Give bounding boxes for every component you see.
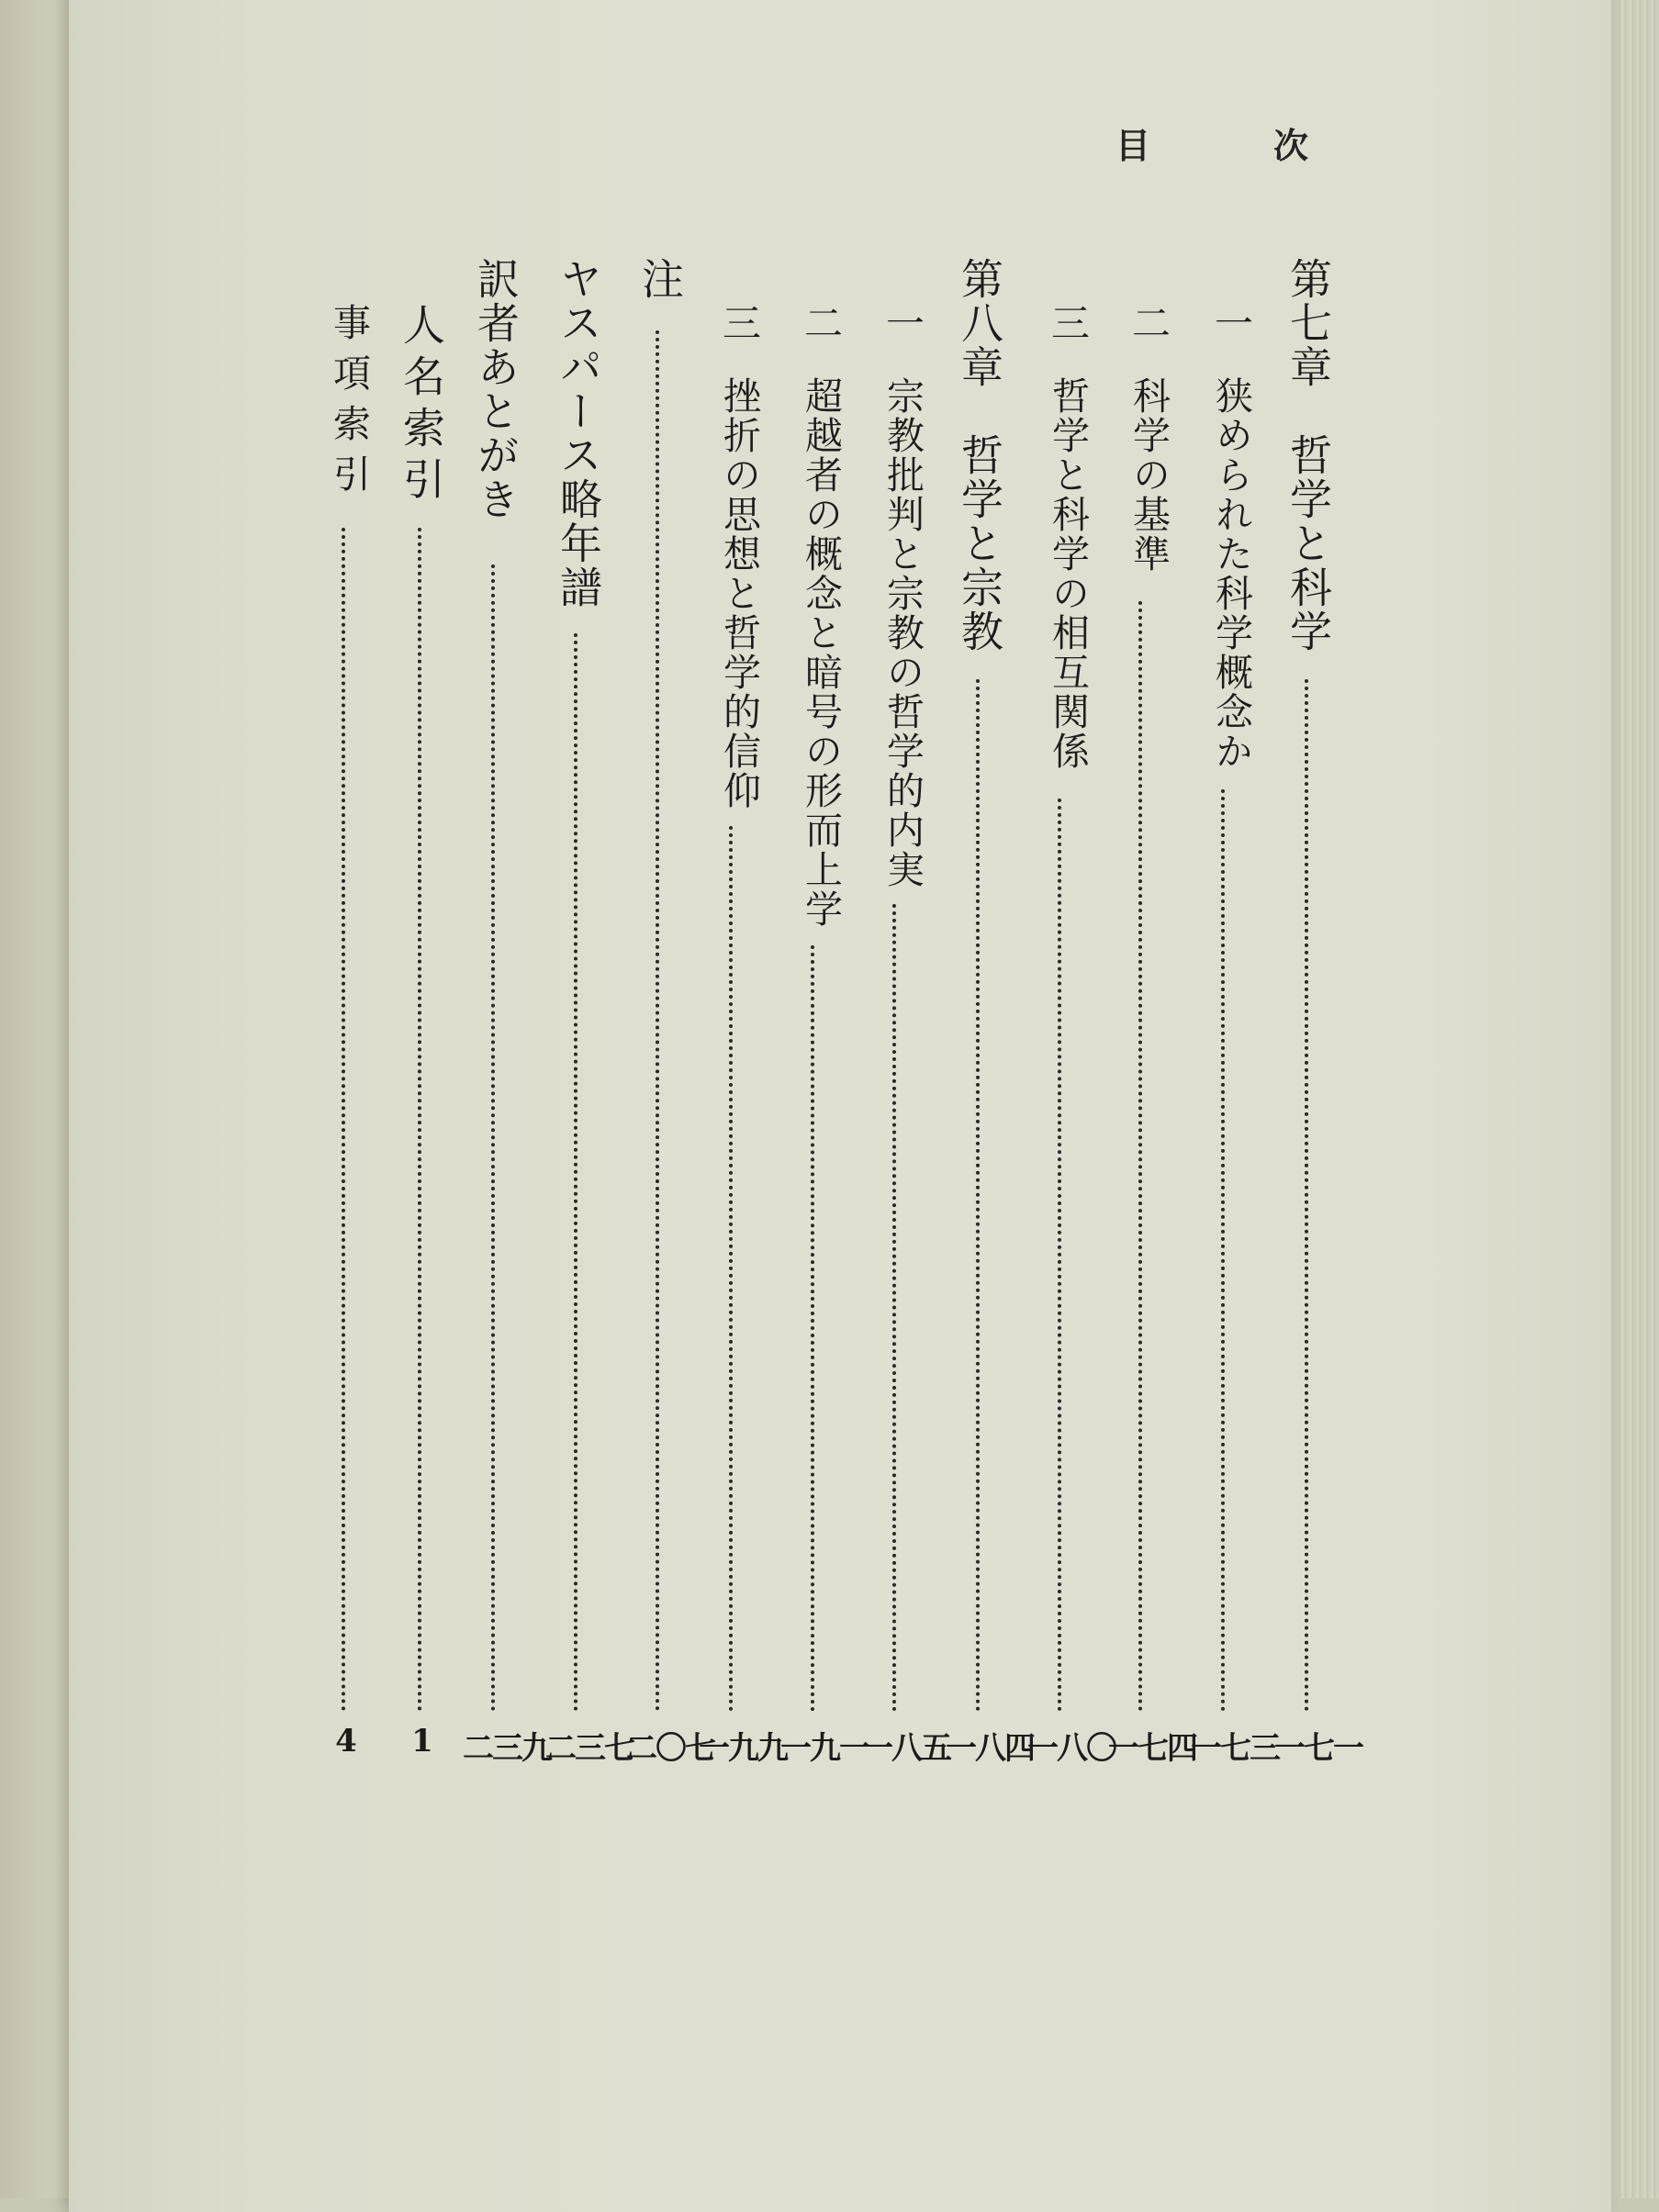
toc-entry-page: 4 — [335, 1723, 355, 1760]
toc-entry-title: 哲学と科学の相互関係 — [1046, 376, 1090, 771]
toc-entry-page: 一八〇 — [1027, 1730, 1115, 1767]
toc-leader-dots — [892, 904, 896, 1712]
toc-leader-dots — [811, 945, 814, 1712]
toc-entry-page: 一七四 — [1108, 1730, 1196, 1767]
toc-leader-dots — [1221, 789, 1225, 1712]
toc-entry-page: 一九九 — [699, 1730, 787, 1767]
toc-entry-chapter-8[interactable] — [951, 257, 1010, 654]
toc-leader-dots — [418, 528, 421, 1712]
toc-entry-page: 一八四 — [946, 1730, 1034, 1767]
toc-entry-page: 一八五 — [862, 1730, 950, 1767]
toc-leader-dots — [656, 330, 659, 1712]
toc-leader-dots — [1138, 601, 1142, 1712]
toc-entry-title: 科学の基準 — [1127, 376, 1171, 574]
toc-entry-title: 注 — [635, 257, 685, 301]
toc-entry-section[interactable] — [1200, 303, 1259, 771]
toc-entry-title: 事項索引 — [327, 303, 371, 505]
toc-entry-page: 一九一 — [780, 1730, 869, 1767]
toc-entry-page: 1 — [411, 1723, 432, 1760]
toc-leader-dots — [491, 564, 495, 1712]
toc-leader-dots — [976, 679, 980, 1712]
toc-entry-chapter-7[interactable] — [1280, 257, 1339, 654]
toc-entry-title: 訳者あとがき — [471, 257, 521, 521]
toc-entry-name-index[interactable] — [393, 303, 452, 508]
toc-entry-title: 超越者の概念と暗号の形而上学 — [799, 376, 843, 929]
toc-entry-afterword[interactable] — [467, 257, 526, 521]
toc-section-number: 二 — [1127, 303, 1171, 341]
toc-entry-page: 二〇七 — [626, 1730, 714, 1767]
toc-section-number: 一 — [1209, 303, 1254, 341]
toc-entry-title: 狭められた科学概念か — [1209, 376, 1253, 771]
toc-entry-subject-index[interactable] — [318, 303, 376, 505]
toc-leader-dots — [729, 826, 733, 1712]
toc-entry-section[interactable] — [871, 303, 930, 889]
toc-leader-dots — [574, 633, 577, 1712]
toc-entry-page: 二三七 — [545, 1730, 633, 1767]
toc-entry-page: 一七三 — [1191, 1730, 1279, 1767]
toc-entry-title: 挫折の思想と哲学的信仰 — [717, 376, 761, 810]
toc-entry-section[interactable] — [1037, 303, 1095, 771]
toc-leader-dots — [1058, 799, 1061, 1712]
toc-entry-section[interactable] — [708, 303, 767, 810]
toc-entry-title: 第七章 哲学と科学 — [1283, 257, 1333, 654]
toc-entry-notes[interactable] — [632, 257, 690, 301]
toc-leader-dots — [1305, 679, 1308, 1712]
toc-leader-dots — [342, 528, 345, 1712]
toc-entry-title: 人名索引 — [397, 303, 446, 508]
toc-entry-title: ヤスパース略年譜 — [554, 257, 603, 609]
toc-entry-title: 第八章 哲学と宗教 — [955, 257, 1004, 654]
toc-entry-section[interactable] — [790, 303, 848, 929]
toc-entry-page: 二三九 — [463, 1730, 551, 1767]
toc-entry-title: 宗教批判と宗教の哲学的内実 — [880, 376, 925, 889]
toc-section-number: 三 — [1046, 303, 1091, 341]
toc-entry-chronology[interactable] — [550, 257, 609, 609]
toc-section-number: 一 — [880, 303, 925, 341]
toc-entry-page: 一七一 — [1274, 1730, 1362, 1767]
toc-section-number: 三 — [717, 303, 762, 341]
heading-char-1: 目 — [1115, 125, 1151, 166]
heading-char-2: 次 — [1272, 125, 1308, 166]
toc-section-number: 二 — [799, 303, 844, 341]
toc-entry-section[interactable] — [1117, 303, 1176, 574]
